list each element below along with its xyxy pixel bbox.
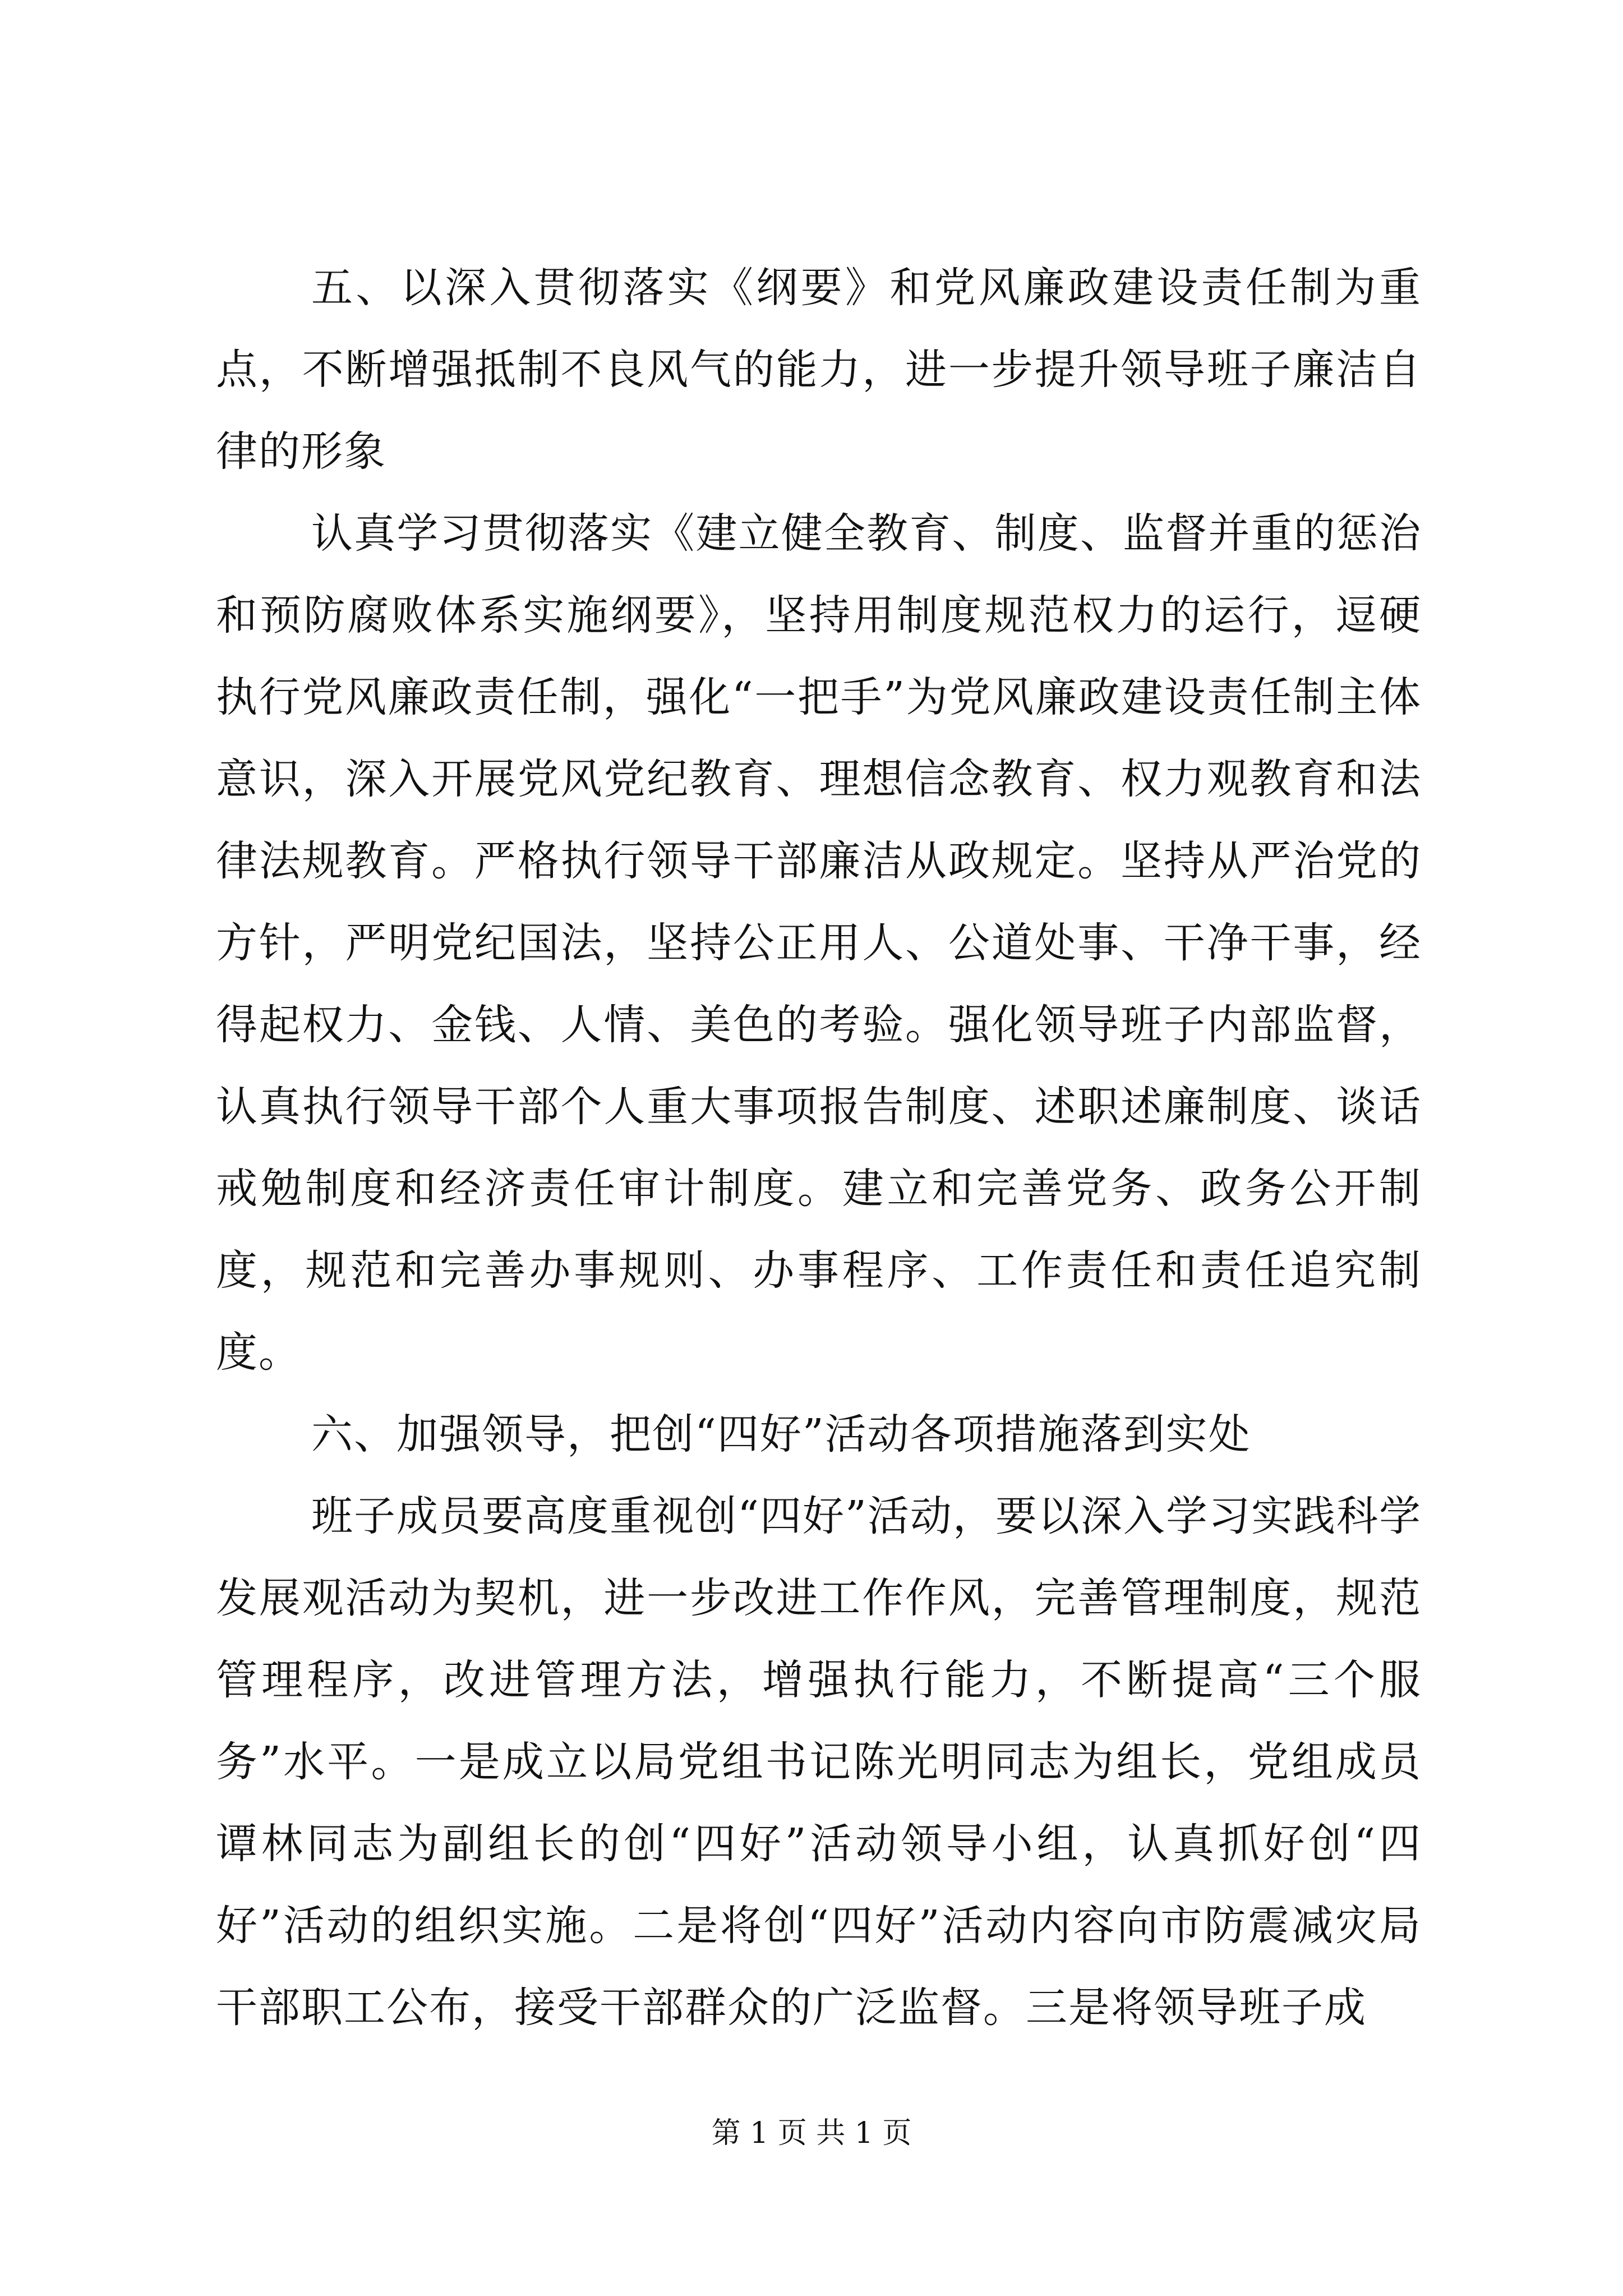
- document-body: [216, 247, 1422, 2049]
- section-five-heading: 五、以深入贯彻落实《纲要》和党风廉政建设责任制为重点，不断增强抵制不良风气的能力，进一步提升领导班子廉洁自律的形象: [216, 264, 1422, 476]
- page-number-footer: 第 1 页 共 1 页: [711, 2116, 912, 2150]
- section-six-heading: 六、加强领导，把创“四好”活动各项措施落到实处: [311, 1410, 1251, 1458]
- section-six-body: 班子成员要高度重视创“四好”活动，要以深入学习实践科学发展观活动为契机，进一步改进工作作风，完善管理制度，规范管理程序，改进管理方法，增强执行能力，不断提高“三个服务”水平。一是成立以局党组书记陈光明同志为组长，党组成员谭林同志为副组长的创“四好”活动领导小组，认真抓好创“四好”活动的组织实施。二是将创“四好”活动内容向市防震减灾局干部职工公布，接受干部群众的广泛监督。三是将领导班子成: [216, 1492, 1422, 2032]
- section-five-body: 认真学习贯彻落实《建立健全教育、制度、监督并重的惩治和预防腐败体系实施纲要》，坚持用制度规范权力的运行，逗硬执行党风廉政责任制，强化“一把手”为党风廉政建设责任制主体意识，深入开展党风党纪教育、理想信念教育、权力观教育和法律法规教育。严格执行领导干部廉洁从政规定。坚持从严治党的方针，严明党纪国法，坚持公正用人、公道处事、干净干事，经得起权力、金钱、人情、美色的考验。强化领导班子内部监督，认真执行领导干部个人重大事项报告制度、述职述廉制度、谈话戒勉制度和经济责任审计制度。建立和完善党务、政务公开制度，规范和完善办事规则、办事程序、工作责任和责任追究制度。: [216, 509, 1422, 1377]
